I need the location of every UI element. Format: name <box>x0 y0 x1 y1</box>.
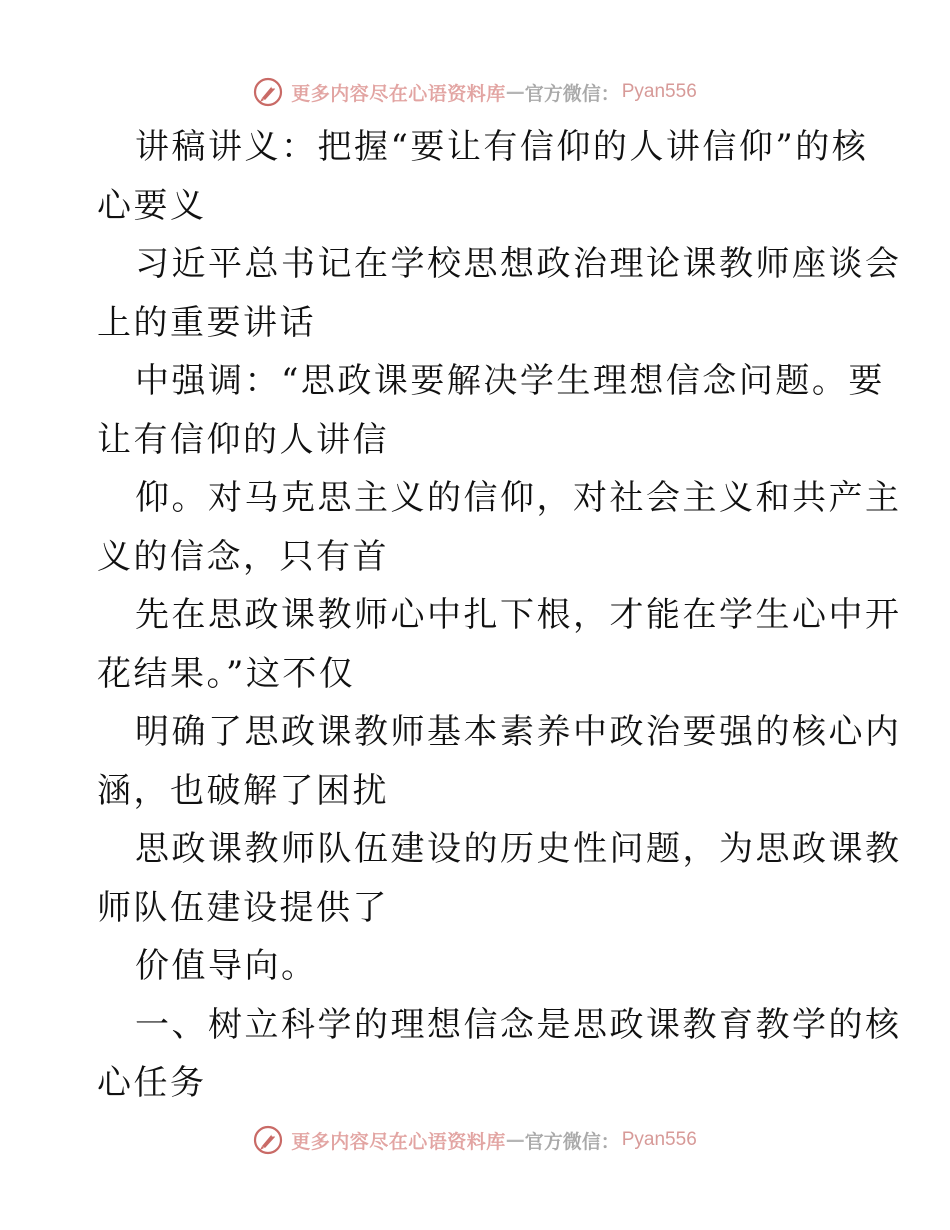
document-line: 一、树立科学的理想信念是思政课教育教学的核 <box>135 1004 902 1045</box>
document-line: 先在思政课教师心中扎下根，才能在学生心中开 <box>135 595 902 635</box>
pen-nib-logo-icon <box>253 1125 283 1155</box>
document-line: 讲稿讲义：把握“要让有信仰的人讲信仰”的核 <box>135 127 869 167</box>
document-line: 义的信念，只有首 <box>97 536 389 577</box>
watermark-separator: — <box>505 1129 525 1151</box>
pen-nib-logo-icon <box>253 77 283 107</box>
document-line: 思政课教师队伍建设的历史性问题，为思政课教 <box>135 829 902 869</box>
watermark-site-text: 更多内容尽在心语资料库 <box>291 82 506 105</box>
document-line: 心要义 <box>97 185 207 226</box>
watermark-wechat-label: 官方微信： <box>524 82 620 105</box>
watermark-separator: — <box>505 81 525 103</box>
footer-watermark-banner <box>0 1118 950 1162</box>
document-line: 心任务 <box>97 1063 207 1103</box>
document-line: 让有信仰的人讲信 <box>97 419 389 460</box>
document-line: 中强调：“思政课要解决学生理想信念问题。要 <box>135 361 885 401</box>
document-body <box>97 118 902 1113</box>
document-line: 明确了思政课教师基本素养中政治要强的核心内 <box>135 712 902 752</box>
document-line: 涵，也破解了困扰 <box>97 770 389 811</box>
document-line: 习近平总书记在学校思想政治理论课教师座谈会 <box>135 244 902 284</box>
document-line: 价值导向。 <box>135 946 318 986</box>
document-line: 仰。对马克思主义的信仰，对社会主义和共产主 <box>135 478 902 518</box>
watermark-wechat-id: Pyan556 <box>621 81 697 102</box>
document-line: 师队伍建设提供了 <box>97 887 389 928</box>
document-line: 花结果。”这不仅 <box>97 653 356 694</box>
document-line: 上的重要讲话 <box>97 302 316 343</box>
watermark-site-text: 更多内容尽在心语资料库 <box>291 1130 506 1153</box>
watermark-wechat-label: 官方微信： <box>524 1130 620 1153</box>
watermark-wechat-id: Pyan556 <box>621 1129 697 1150</box>
header-watermark-banner <box>0 70 950 114</box>
